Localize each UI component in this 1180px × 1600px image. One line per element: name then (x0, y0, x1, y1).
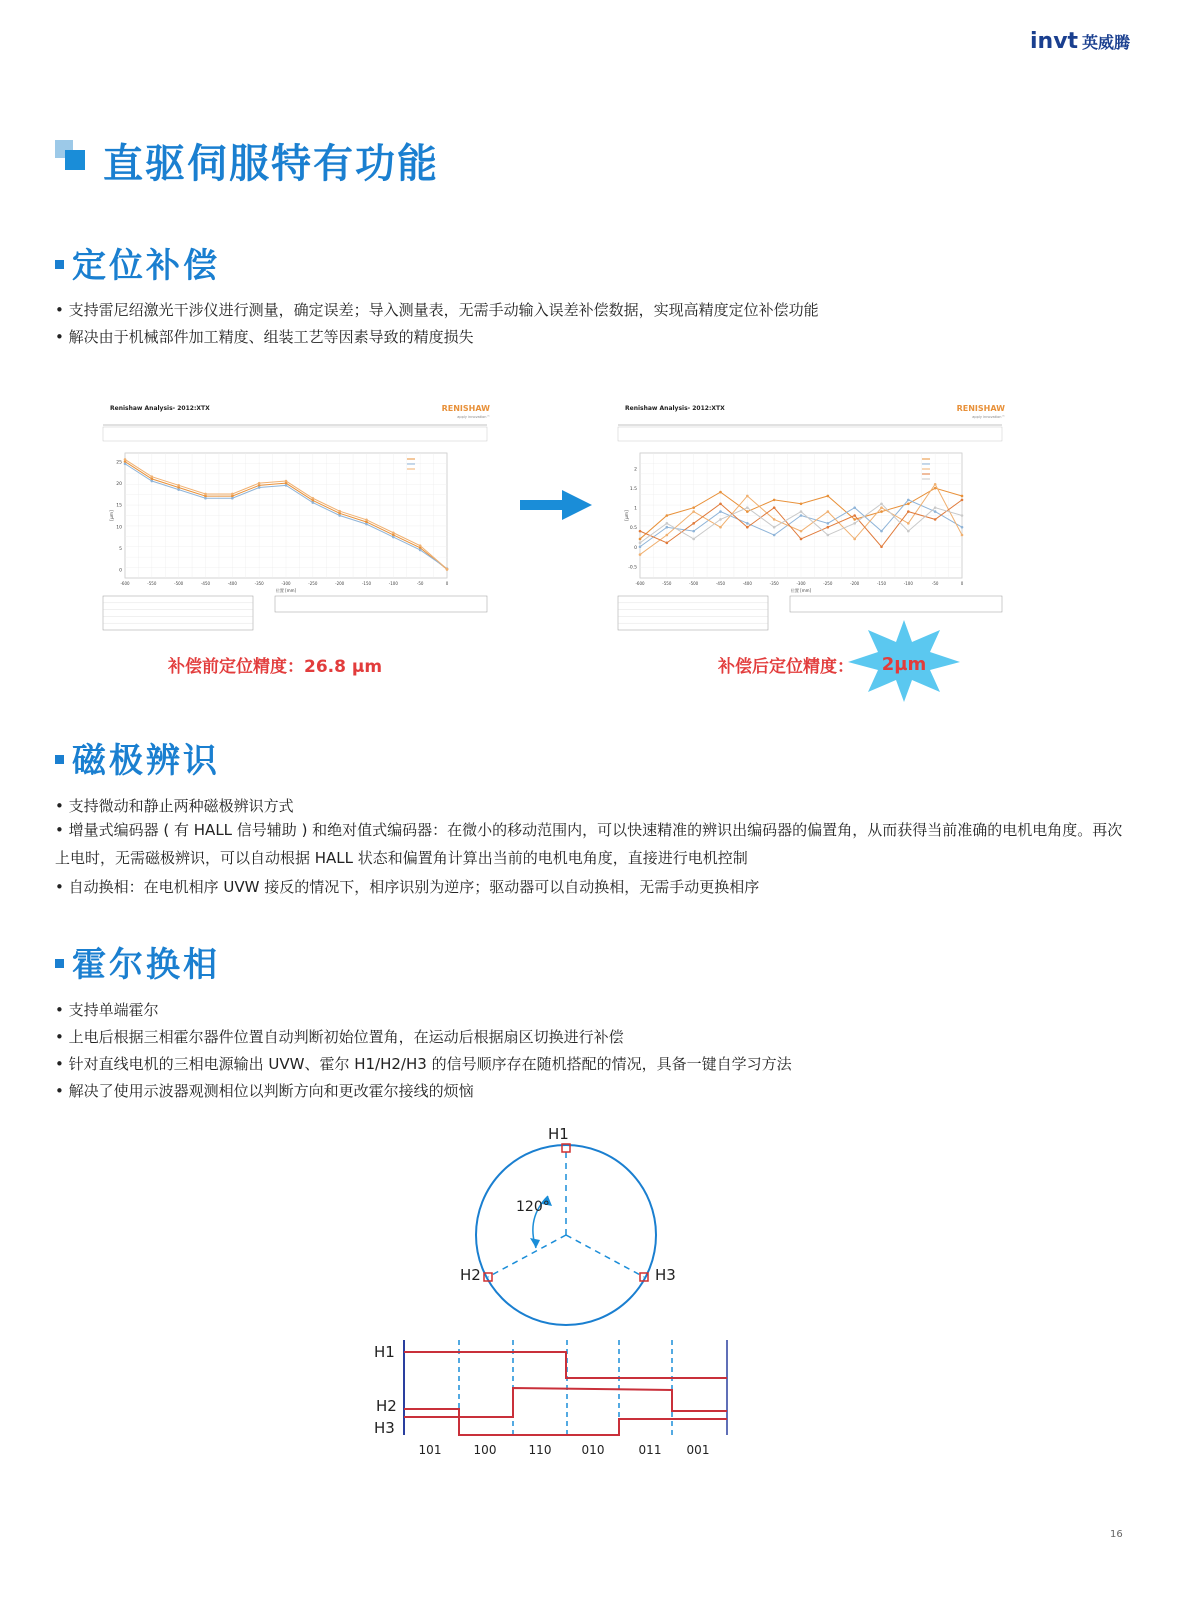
y-tick-label: 25 (116, 460, 122, 466)
x-tick-label: -550 (147, 581, 157, 586)
signal-label-h3: H3 (374, 1419, 395, 1437)
data-point (151, 480, 154, 483)
data-point (666, 542, 669, 545)
data-point (773, 499, 776, 502)
header-info-box (103, 427, 487, 441)
data-point (853, 518, 856, 521)
data-point (961, 514, 964, 517)
code-label: 100 (473, 1443, 497, 1457)
caption-after: 补偿后定位精度： (718, 657, 854, 677)
data-point (880, 510, 883, 513)
x-tick-label: -200 (335, 581, 345, 586)
data-point (934, 506, 937, 509)
data-point (934, 487, 937, 490)
data-point (827, 534, 830, 537)
data-point (773, 518, 776, 521)
data-point (880, 530, 883, 533)
title-square-icon (55, 140, 85, 170)
h3-signal (404, 1409, 727, 1435)
data-point (285, 480, 288, 483)
data-point (639, 538, 642, 541)
chart-after-compensation (610, 398, 1010, 643)
burst-value: 2µm (881, 654, 927, 675)
data-point (285, 484, 288, 487)
data-point (853, 522, 856, 525)
y-axis-label: [µm] (625, 510, 630, 521)
hall-sensor-circle-diagram (440, 1120, 700, 1330)
y-tick-label: 0.5 (629, 526, 637, 532)
caption-before: 补偿前定位精度：26.8 µm (168, 657, 383, 677)
x-tick-label: -100 (903, 581, 913, 586)
data-point (666, 522, 669, 525)
data-point (338, 514, 341, 517)
data-point (719, 491, 722, 494)
data-point (746, 495, 749, 498)
chart-before-compensation (95, 398, 495, 643)
bullet: • 解决由于机械部件加工精度、组装工艺等因素导致的精度损失 (55, 328, 474, 346)
y-tick-label: 0 (119, 568, 122, 574)
data-point (639, 530, 642, 533)
renishaw-logo: RENISHAW (956, 404, 1005, 413)
data-point (853, 506, 856, 509)
x-tick-label: -600 (635, 581, 645, 586)
code-label: 101 (418, 1443, 442, 1457)
y-tick-label: 1 (634, 506, 637, 512)
data-point (907, 510, 910, 513)
data-point (312, 501, 315, 504)
stats-table (103, 596, 253, 630)
environment-table (790, 596, 1002, 612)
x-tick-label: -50 (931, 581, 939, 586)
section-heading-pole-identification: 磁极辨识 (55, 733, 220, 782)
renishaw-tagline: apply innovation™ (457, 415, 490, 419)
data-point (907, 502, 910, 505)
data-point (853, 538, 856, 541)
section-heading-positioning: 定位补偿 (55, 238, 220, 287)
data-point (961, 499, 964, 502)
data-point (827, 522, 830, 525)
x-tick-label: -100 (388, 581, 398, 586)
label-h1: H1 (548, 1125, 569, 1143)
section-heading-hall-commutation: 霍尔换相 (55, 937, 220, 986)
data-point (719, 502, 722, 505)
bullet: • 支持雷尼绍激光干涉仪进行测量，确定误差；导入测量表，无需手动输入误差补偿数据，实现高精度定位补偿功能 (55, 301, 819, 319)
page-number: 16 (1110, 1529, 1123, 1540)
data-point (827, 510, 830, 513)
bullet: • 增量式编码器 ( 有 HALL 信号辅助 ) 和绝对值式编码器：在微小的移动范围内，可以快速精准的辨识出编码器的偏置角，从而获得当前准确的电机电角度。再次上电时，无需磁极辨识，可以自动根据 HALL 状态和偏置角计算出当前的电机电角度，直接进行电机控制 (55, 821, 1123, 867)
page-title: 直驱伺服特有功能 (103, 141, 439, 187)
x-tick-label: -350 (769, 581, 779, 586)
y-tick-label: 1.5 (629, 487, 637, 493)
data-point (692, 522, 695, 525)
bullet: • 解决了使用示波器观测相位以判断方向和更改霍尔接线的烦恼 (55, 1082, 474, 1100)
x-tick-label: -450 (200, 581, 211, 586)
data-point (446, 568, 449, 571)
data-point (692, 530, 695, 533)
invt-logo (1030, 28, 1150, 56)
x-tick-label: -250 (308, 581, 318, 586)
header-info-box (618, 427, 1002, 441)
code-label: 110 (528, 1443, 552, 1457)
data-point (392, 536, 395, 539)
data-point (773, 534, 776, 537)
data-point (961, 495, 964, 498)
data-point (773, 506, 776, 509)
y-tick-label: -0.5 (628, 565, 637, 571)
data-point (934, 483, 937, 486)
data-point (124, 458, 127, 461)
data-point (666, 534, 669, 537)
x-tick-label: -50 (416, 581, 424, 586)
data-point (746, 510, 749, 513)
data-point (934, 510, 937, 513)
bullet: • 上电后根据三相霍尔器件位置自动判断初始位置角，在运动后根据扇区切换进行补偿 (55, 1028, 624, 1046)
label-h2: H2 (460, 1266, 481, 1284)
data-point (231, 493, 234, 496)
data-point (746, 526, 749, 529)
data-point (800, 538, 803, 541)
data-point (151, 475, 154, 478)
y-tick-label: 20 (116, 482, 122, 488)
data-point (639, 553, 642, 556)
x-tick-label: -500 (689, 581, 699, 586)
data-point (827, 526, 830, 529)
stats-table (618, 596, 768, 630)
data-point (419, 544, 422, 547)
data-point (666, 526, 669, 529)
data-point (853, 514, 856, 517)
data-point (231, 497, 234, 500)
x-tick-label: -150 (361, 581, 372, 586)
burst-badge (848, 620, 960, 702)
bullet: • 支持单端霍尔 (55, 1001, 159, 1019)
data-point (258, 482, 261, 485)
data-point (692, 506, 695, 509)
data-point (204, 497, 207, 500)
x-tick-label: 0 (445, 581, 449, 586)
code-label: 010 (581, 1443, 605, 1457)
data-point (907, 530, 910, 533)
data-point (124, 462, 127, 465)
x-tick-label: -550 (662, 581, 672, 586)
signal-label-h2: H2 (376, 1397, 397, 1415)
data-point (338, 510, 341, 513)
data-point (800, 514, 803, 517)
x-axis-label: 位置 [mm] (790, 588, 812, 593)
data-point (639, 545, 642, 548)
x-tick-label: -300 (281, 581, 291, 586)
data-point (692, 538, 695, 541)
data-point (692, 510, 695, 513)
bullet: • 支持微动和静止两种磁极辨识方式 (55, 797, 294, 815)
y-axis-label: [µm] (110, 510, 115, 521)
data-point (800, 502, 803, 505)
data-point (419, 549, 422, 552)
y-tick-label: 0 (634, 545, 637, 551)
data-point (639, 542, 642, 545)
data-point (177, 484, 180, 487)
logo-cn: 英威腾 (1082, 33, 1131, 52)
renishaw-logo: RENISHAW (441, 404, 490, 413)
x-tick-label: -250 (823, 581, 833, 586)
angle-label: 120° (516, 1199, 550, 1215)
h1-signal (404, 1352, 727, 1378)
x-tick-label: -500 (174, 581, 184, 586)
data-point (961, 534, 964, 537)
data-point (880, 502, 883, 505)
data-point (204, 493, 207, 496)
data-point (800, 530, 803, 533)
renishaw-tagline: apply innovation™ (972, 415, 1005, 419)
data-point (666, 514, 669, 517)
data-point (258, 486, 261, 489)
data-point (961, 526, 964, 529)
x-tick-label: -200 (850, 581, 860, 586)
data-point (746, 522, 749, 525)
data-point (907, 522, 910, 525)
arrow-right-icon (520, 490, 595, 520)
data-point (934, 518, 937, 521)
data-point (365, 523, 368, 526)
x-tick-label: -600 (120, 581, 130, 586)
x-tick-label: -400 (227, 581, 237, 586)
logo-wordmark: invt (1030, 29, 1079, 54)
bullet: • 自动换相：在电机相序 UVW 接反的情况下，相序识别为逆序；驱动器可以自动换相，无需手动更换相序 (55, 878, 760, 896)
report-title: Renishaw Analysis- 2012:XTX (625, 405, 725, 412)
data-point (880, 506, 883, 509)
data-point (392, 531, 395, 534)
x-axis-label: 位置 [mm] (275, 588, 297, 593)
code-label: 001 (686, 1443, 710, 1457)
x-tick-label: -300 (796, 581, 806, 586)
x-tick-label: 0 (960, 581, 964, 586)
x-tick-label: -450 (715, 581, 726, 586)
report-title: Renishaw Analysis- 2012:XTX (110, 405, 210, 412)
data-point (746, 506, 749, 509)
bullet: • 针对直线电机的三相电源输出 UVW、霍尔 H1/H2/H3 的信号顺序存在随机搭配的情况，具备一键自学习方法 (55, 1055, 792, 1073)
data-point (719, 518, 722, 521)
y-tick-label: 10 (116, 525, 122, 531)
x-tick-label: -350 (254, 581, 264, 586)
x-tick-label: -150 (876, 581, 887, 586)
data-point (312, 497, 315, 500)
environment-table (275, 596, 487, 612)
y-tick-label: 2 (634, 467, 637, 473)
signal-label-h1: H1 (374, 1343, 395, 1361)
data-point (800, 510, 803, 513)
h2-signal (404, 1388, 727, 1417)
data-point (773, 526, 776, 529)
label-h3: H3 (655, 1266, 676, 1284)
y-tick-label: 5 (119, 546, 122, 552)
data-point (827, 495, 830, 498)
x-tick-label: -400 (742, 581, 752, 586)
code-label: 011 (638, 1443, 662, 1457)
data-point (880, 545, 883, 548)
data-point (177, 488, 180, 491)
data-point (365, 519, 368, 522)
hall-signal-timing-diagram (370, 1335, 740, 1465)
y-tick-label: 15 (116, 503, 122, 509)
data-point (719, 510, 722, 513)
data-point (907, 499, 910, 502)
data-point (719, 526, 722, 529)
